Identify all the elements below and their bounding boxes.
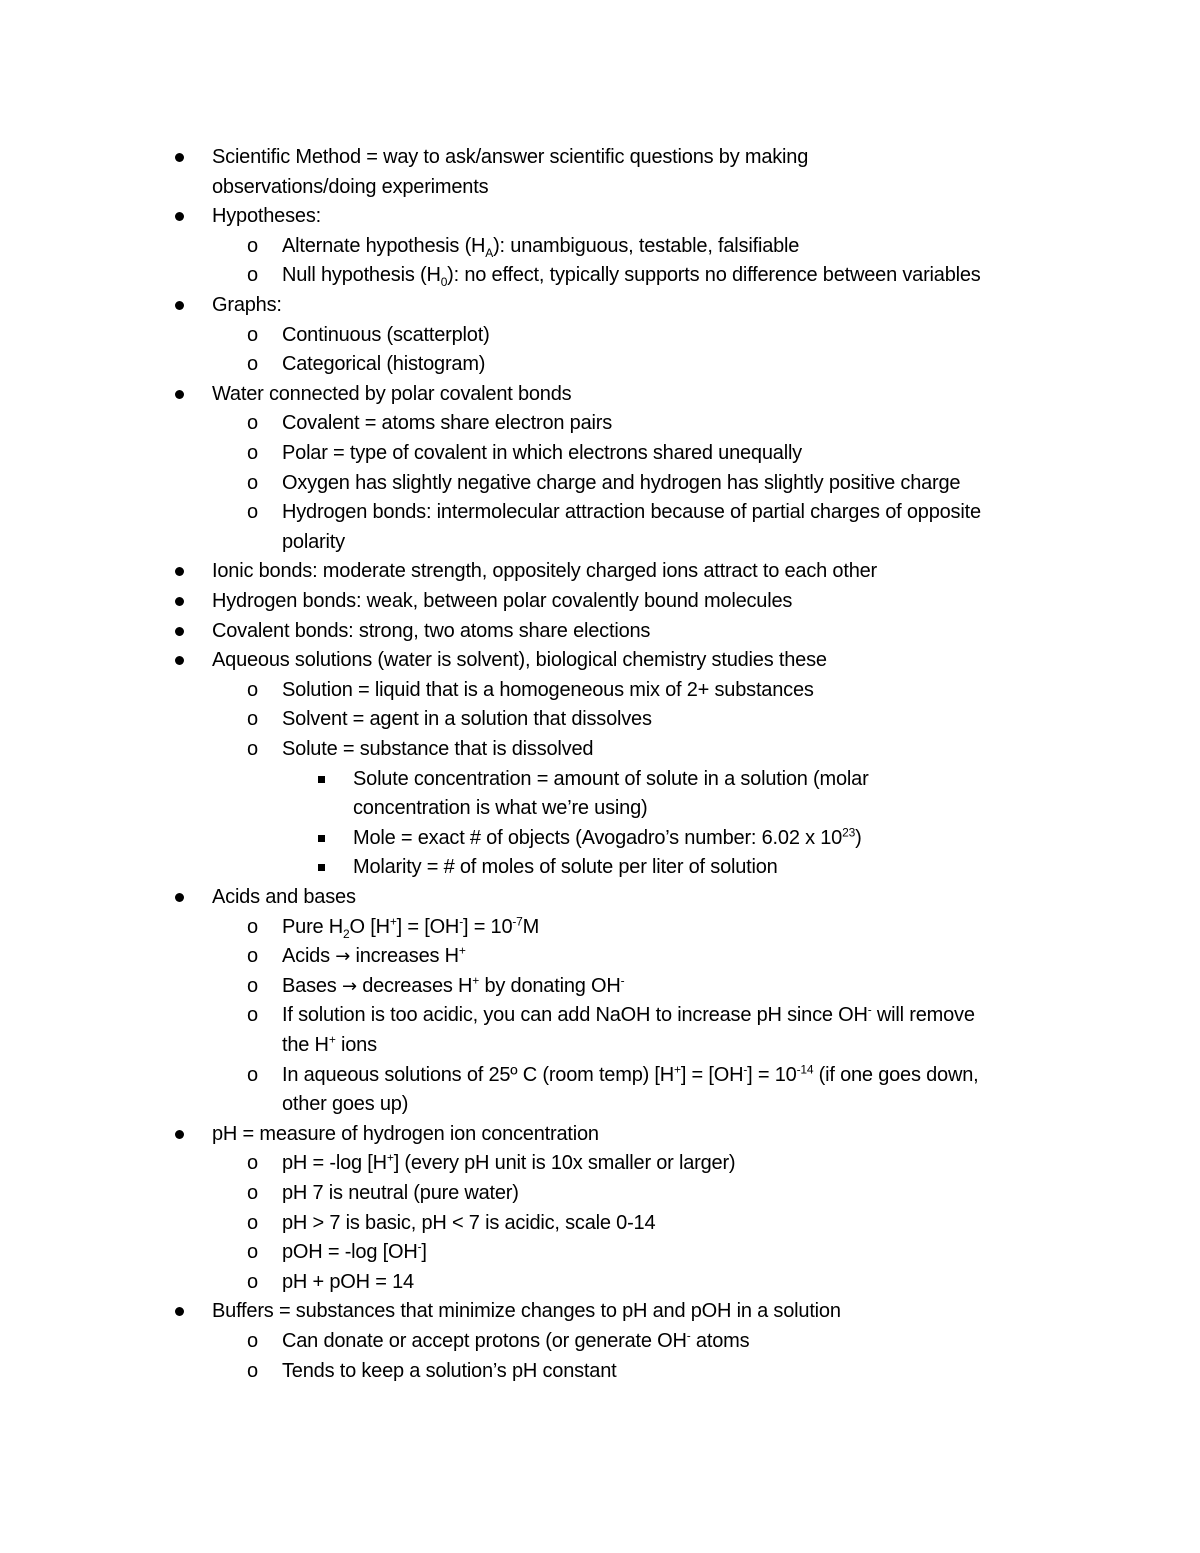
note-line-level-1 — [0, 1296, 1200, 1326]
text-run: pH + pOH = 14 — [282, 1270, 414, 1293]
text-run: ] — [421, 1241, 427, 1264]
bullet-disc-icon — [175, 301, 184, 310]
bullet-circle-icon: o — [247, 974, 258, 997]
bullet-circle-icon: o — [247, 264, 258, 287]
superscript: - — [459, 913, 463, 928]
note-line-level-2 — [0, 320, 1200, 350]
bullet-circle-icon: o — [247, 234, 258, 257]
bullet-circle-icon: o — [247, 1330, 258, 1352]
note-text — [282, 1237, 427, 1267]
note-line-level-2 — [0, 734, 1200, 764]
text-run: Alternate hypothesis (H — [282, 234, 486, 257]
text-run: Solute concentration = amount of solute in a solution (molar — [353, 767, 869, 790]
note-line-level-2 — [0, 349, 1200, 379]
note-text — [212, 142, 808, 172]
bullet-disc-icon — [175, 656, 184, 665]
text-run: Buffers = substances that minimize changes to pH and pOH in a solution — [212, 1300, 841, 1323]
text-run: ) — [855, 826, 862, 849]
bullet-circle-icon: o — [247, 353, 258, 376]
note-line-level-2 — [0, 1148, 1200, 1178]
note-line-level-2 — [0, 231, 1200, 261]
note-text — [212, 882, 356, 912]
superscript: + — [328, 1032, 336, 1047]
note-line-level-2 — [0, 704, 1200, 734]
note-text — [282, 971, 624, 1002]
text-run: pH = measure of hydrogen ion concentration — [212, 1122, 599, 1145]
bullet-circle-icon: o — [247, 1270, 258, 1293]
note-text — [282, 912, 539, 942]
note-text — [282, 527, 345, 557]
bullet-circle-icon: o — [247, 945, 258, 968]
note-line-level-1 — [0, 142, 1200, 172]
note-text — [212, 586, 792, 616]
bullet-square-icon — [318, 776, 325, 783]
note-line-level-2 — [0, 1267, 1200, 1297]
text-run: If solution is too acidic, you can add NaOH to increase pH since OH — [282, 1004, 868, 1027]
note-text — [212, 1119, 599, 1149]
note-text — [282, 1060, 979, 1090]
note-text — [282, 349, 485, 379]
bullet-disc-icon — [175, 1130, 184, 1139]
superscript: -14 — [796, 1061, 814, 1076]
text-run: Acids — [282, 945, 336, 968]
text-run: Hydrogen bonds: intermolecular attraction because of partial charges of opposite — [282, 501, 981, 524]
superscript: - — [686, 1328, 691, 1343]
subscript: A — [485, 245, 494, 260]
note-line-level-3 — [0, 764, 1200, 794]
note-line-level-2 — [0, 1000, 1200, 1030]
text-run: polarity — [282, 530, 345, 553]
bullet-circle-icon: o — [247, 1004, 258, 1027]
note-line-level-2 — [0, 1326, 1200, 1356]
text-run: increases H — [350, 945, 459, 968]
note-text — [282, 941, 466, 972]
text-run: ] = 10 — [747, 1063, 797, 1086]
note-line-continuation — [0, 1030, 1200, 1060]
bullet-circle-icon: o — [247, 1359, 258, 1382]
bullet-circle-icon: o — [247, 708, 258, 731]
text-run: Pure H — [282, 915, 344, 938]
note-text — [282, 1356, 616, 1386]
text-run: Graphs: — [212, 294, 282, 316]
note-line-level-2 — [0, 1208, 1200, 1238]
note-text — [282, 320, 490, 350]
note-text — [282, 260, 981, 290]
note-line-continuation — [0, 527, 1200, 557]
note-line-level-2 — [0, 1237, 1200, 1267]
note-line-level-2 — [0, 675, 1200, 705]
superscript: - — [620, 973, 625, 988]
note-text — [282, 1178, 519, 1208]
bullet-circle-icon: o — [247, 1152, 258, 1175]
note-text — [212, 645, 827, 675]
text-run: Water connected by polar covalent bonds — [212, 382, 572, 405]
note-line-level-2 — [0, 941, 1200, 971]
text-run: Tends to keep a solution’s pH constant — [282, 1359, 617, 1382]
bullet-circle-icon: o — [247, 678, 258, 701]
text-run: pH > 7 is basic, pH < 7 is acidic, scale 0-14 — [282, 1211, 656, 1234]
note-text — [212, 379, 571, 409]
bullet-circle-icon: o — [247, 1063, 258, 1086]
note-line-level-1 — [0, 290, 1200, 320]
superscript: + — [472, 973, 480, 988]
superscript: - — [417, 1239, 422, 1254]
text-run: Molarity = # of moles of solute per liter of solution — [353, 856, 778, 879]
note-text — [212, 556, 877, 586]
superscript: -7 — [512, 913, 523, 928]
bullet-disc-icon — [175, 212, 184, 221]
bullet-circle-icon: o — [247, 442, 258, 464]
superscript: + — [674, 1061, 681, 1076]
note-line-level-2 — [0, 1060, 1200, 1090]
text-run: Solvent = agent in a solution that dissolves — [282, 708, 652, 731]
text-run: ): no effect, typically supports no difference between variables — [447, 264, 981, 287]
text-run: pOH = -log [OH — [282, 1241, 418, 1264]
bullet-circle-icon: o — [247, 1211, 258, 1234]
bullet-square-icon — [318, 864, 325, 871]
note-text — [282, 675, 814, 705]
text-run: pH 7 is neutral (pure water) — [282, 1182, 519, 1204]
text-run: Scientific Method = way to ask/answer scientific questions by making — [212, 146, 809, 168]
note-text — [282, 468, 960, 498]
note-text — [282, 1089, 408, 1119]
text-run: O [H — [349, 915, 390, 938]
bullet-disc-icon — [175, 390, 184, 399]
bullet-disc-icon — [175, 567, 184, 576]
note-text — [212, 1296, 841, 1326]
text-run: ] = [OH — [680, 1063, 744, 1086]
text-run: will remove — [871, 1004, 975, 1027]
note-line-level-1 — [0, 616, 1200, 646]
bullet-circle-icon: o — [247, 738, 258, 760]
bullet-disc-icon — [175, 597, 184, 606]
text-run: Null hypothesis (H — [282, 264, 441, 287]
note-line-continuation — [0, 793, 1200, 823]
text-run: by donating OH — [479, 974, 621, 997]
text-run: ): unambiguous, testable, falsifiable — [493, 234, 800, 257]
note-line-level-2 — [0, 497, 1200, 527]
text-run: Can donate or accept protons (or generate OH — [282, 1330, 687, 1352]
note-text — [353, 793, 647, 823]
note-text — [282, 438, 802, 468]
note-text — [282, 1030, 377, 1060]
text-run: Hydrogen bonds: weak, between polar covalently bound molecules — [212, 590, 793, 612]
right-arrow-icon: → — [341, 975, 357, 997]
note-text — [282, 734, 593, 764]
note-line-level-2 — [0, 912, 1200, 942]
text-run: ions — [335, 1034, 377, 1056]
note-line-level-1 — [0, 586, 1200, 616]
text-run: In aqueous solutions of 25º C (room temp) [H — [282, 1063, 675, 1086]
text-run: Ionic bonds: moderate strength, oppositely charged ions attract to each other — [212, 560, 878, 583]
text-run: (if one goes down, — [813, 1063, 979, 1086]
note-line-level-1 — [0, 882, 1200, 912]
note-line-level-3 — [0, 823, 1200, 853]
note-text — [282, 497, 981, 527]
note-line-level-2 — [0, 260, 1200, 290]
text-run: Acids and bases — [212, 886, 356, 908]
note-line-level-1 — [0, 379, 1200, 409]
note-line-level-2 — [0, 468, 1200, 498]
note-line-level-1 — [0, 645, 1200, 675]
text-run: Solution = liquid that is a homogeneous mix of 2+ substances — [282, 678, 814, 701]
text-run: M — [522, 915, 540, 938]
bullet-disc-icon — [175, 1307, 184, 1316]
bullet-square-icon — [318, 835, 325, 842]
bullet-disc-icon — [175, 893, 184, 902]
note-line-level-1 — [0, 1119, 1200, 1149]
bullet-circle-icon: o — [247, 323, 258, 346]
subscript: 0 — [440, 275, 448, 290]
text-run: ] (every pH unit is 10x smaller or larger) — [393, 1152, 736, 1175]
superscript: - — [867, 1002, 872, 1017]
bullet-disc-icon — [175, 153, 184, 162]
text-run: other goes up) — [282, 1093, 409, 1116]
note-line-level-2 — [0, 1356, 1200, 1386]
note-line-level-2 — [0, 1178, 1200, 1208]
text-run: Solute = substance that is dissolved — [282, 738, 594, 760]
note-line-level-2 — [0, 971, 1200, 1001]
text-run: atoms — [690, 1330, 750, 1352]
text-run: Polar = type of covalent in which electrons shared unequally — [282, 442, 802, 464]
superscript: 23 — [842, 825, 856, 840]
note-line-continuation — [0, 1089, 1200, 1119]
note-text — [282, 408, 612, 438]
superscript: + — [386, 1150, 394, 1165]
bullet-circle-icon: o — [247, 501, 258, 524]
note-text — [212, 201, 321, 231]
text-run: the H — [282, 1034, 329, 1056]
bullet-circle-icon: o — [247, 471, 258, 494]
note-text — [282, 1326, 749, 1356]
right-arrow-icon: → — [335, 946, 351, 968]
note-line-continuation — [0, 172, 1200, 202]
note-text — [212, 616, 650, 646]
bullet-circle-icon: o — [247, 915, 258, 938]
note-text — [353, 823, 862, 853]
note-text — [282, 231, 799, 261]
note-text — [353, 764, 869, 794]
note-text — [282, 704, 652, 734]
bullet-circle-icon: o — [247, 1182, 258, 1204]
text-run: Covalent bonds: strong, two atoms share elections — [212, 619, 651, 642]
note-line-level-3 — [0, 852, 1200, 882]
text-run: observations/doing experiments — [212, 175, 489, 198]
note-line-level-2 — [0, 438, 1200, 468]
note-text — [353, 852, 778, 882]
text-run: Covalent = atoms share electron pairs — [282, 412, 612, 435]
text-run: Mole = exact # of objects (Avogadro’s number: 6.02 x 10 — [353, 826, 843, 849]
subscript: 2 — [343, 926, 350, 941]
bullet-circle-icon: o — [247, 412, 258, 435]
note-text — [212, 172, 488, 202]
text-run: Continuous (scatterplot) — [282, 323, 490, 346]
text-run: Oxygen has slightly negative charge and hydrogen has slightly positive charge — [282, 471, 961, 494]
text-run: Aqueous solutions (water is solvent), biological chemistry studies these — [212, 649, 827, 672]
text-run: decreases H — [356, 974, 473, 997]
text-run: Categorical (histogram) — [282, 353, 486, 376]
superscript: - — [743, 1061, 748, 1076]
bullet-circle-icon: o — [247, 1241, 258, 1264]
note-text — [282, 1208, 655, 1238]
note-line-level-1 — [0, 556, 1200, 586]
text-run: Hypotheses: — [212, 205, 321, 228]
text-run: ] = 10 — [462, 915, 513, 938]
note-text — [282, 1267, 414, 1297]
note-text — [282, 1000, 975, 1030]
text-run: concentration is what we’re using) — [353, 797, 648, 820]
note-text — [282, 1148, 735, 1178]
note-line-level-1 — [0, 201, 1200, 231]
text-run: ] = [OH — [396, 915, 460, 938]
text-run: pH = -log [H — [282, 1152, 387, 1175]
text-run: Bases — [282, 974, 342, 997]
superscript: + — [458, 943, 466, 958]
note-line-level-2 — [0, 408, 1200, 438]
superscript: + — [389, 913, 397, 928]
bullet-disc-icon — [175, 627, 184, 636]
note-text — [212, 290, 282, 320]
